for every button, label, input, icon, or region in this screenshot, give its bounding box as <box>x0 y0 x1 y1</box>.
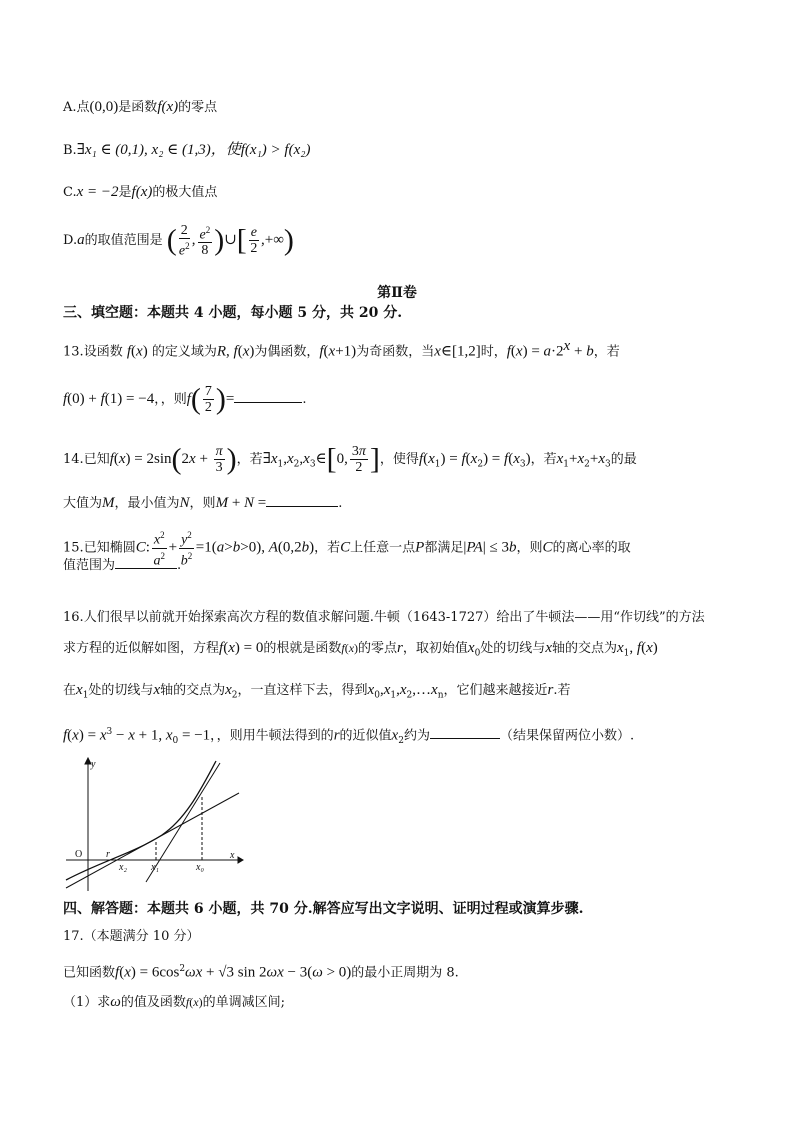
point-origin: (0,0) <box>89 99 119 115</box>
answer-blank[interactable] <box>430 726 500 739</box>
question-17: 已知函数$f(x) = 6\cos^2\omega x + √3$ sin 2ωx − 3(ω > 0)的最小正周期为 8. <box>63 964 459 981</box>
question-14: 14.已知f(x) = 2sin(2x + $\frac{\pi}{3}$ )，若$\exists x_1,x_2,x_3\in[0$, $\frac{3\pi}{2}$ ]，使得$f(x_1) = f(x_2) = f(x_3)$，若$x_1+x_2+x_3$的最 <box>63 442 637 476</box>
option-d: D.a的取值范围是 ( $\frac{2}{e^2}$ , $\frac{e^2}{8}$ )∪[ $\frac{e}{2}$ ,+∞) <box>63 222 294 259</box>
question-16-line1: 16.人们很早以前就开始探索高次方程的数值求解问题.牛顿（1643-1727）给出了牛顿法——用“作切线”的方法 <box>63 610 705 625</box>
section-heading: 四、解答题：本题共 6 小题，共 70 分.解答应写出文字说明、证明过程或演算步骤. <box>63 901 584 917</box>
part-title: 第Ⅱ卷 <box>377 285 417 301</box>
question-13: 13.设函数 f(x) 的定义域为R, f(x)为偶函数，f(x+1)为奇函数，当x∈[1,2]时，$f(x) = a\cdot 2^x + b$，若 <box>63 338 620 360</box>
answer-blank[interactable] <box>234 390 302 403</box>
question-16-line3: 在$x_1$处的切线与x轴的交点为$x_2$，一直这样下去，得到$x_0,x_1,x_2,\dots x_n$，它们越来越接近r.若 <box>63 682 571 701</box>
question-15-cont: 值范围为 . <box>63 558 182 573</box>
question-13-cont: f(0) + f(1) = −4，，则f( $\frac{7}{2}$ )= . <box>63 382 307 416</box>
option-b: B.∃x₁ ∈ (0,1), x₂ ∈ (1,3)，使f(x₁) > f(x₂) <box>63 142 311 158</box>
label-y: y <box>91 759 96 770</box>
question-15: 15.已知椭圆C: $\frac{x^2}{a^2}$ + $\frac{y^2}{b^2}$ =1(a>b>0), A(0,2b)，若C上任意一点P都满足|PA| ≤ 3b，则C的离心率的取 <box>63 530 631 569</box>
fraction: $\frac{2}{e^2}$ <box>178 222 190 259</box>
label-x1: x₁ <box>151 862 159 873</box>
section-heading: 三、填空题：本题共 4 小题，每小题 5 分，共 20 分. <box>63 305 403 321</box>
label-x0: x₀ <box>196 862 204 873</box>
question-16-line2: 求方程的近似解如图，方程f(x) = 0的根就是函数f(x)的零点r，取初始值$x_0$处的切线与x轴的交点为$x_1$, f(x) <box>63 640 658 659</box>
newton-method-graph <box>62 757 244 893</box>
paren-open: ( <box>166 223 177 257</box>
fraction: $\frac{e^2}{8}$ <box>199 224 211 259</box>
question-14-cont: 大值为M，最小值为N，则M + N = . <box>63 495 343 511</box>
label-r: r <box>106 849 110 860</box>
option-a: A.点(0,0)是函数f(x)的零点 <box>63 99 218 115</box>
answer-blank[interactable] <box>266 494 338 507</box>
question-17-part1: （1）求ω的值及函数f(x)的单调减区间; <box>63 994 285 1010</box>
label-x: x <box>230 850 235 861</box>
label-x2: x₂ <box>119 862 127 873</box>
fraction: $\frac{e}{2}$ <box>250 225 258 256</box>
tangent-at-x0 <box>66 793 239 888</box>
question-16-line4: $f(x) = x^3 - x + 1$, $x_0 = -1$，，则用牛顿法得到的r的近似值$x_2$约为 （结果保留两位小数）. <box>63 727 635 746</box>
answer-blank[interactable] <box>115 556 177 569</box>
x-axis-arrow <box>238 857 243 863</box>
question-17-header: 17.（本题满分 10 分） <box>63 929 200 944</box>
option-c: C.x = −2是f(x)的极大值点 <box>63 184 218 200</box>
label-o: O <box>75 849 83 860</box>
